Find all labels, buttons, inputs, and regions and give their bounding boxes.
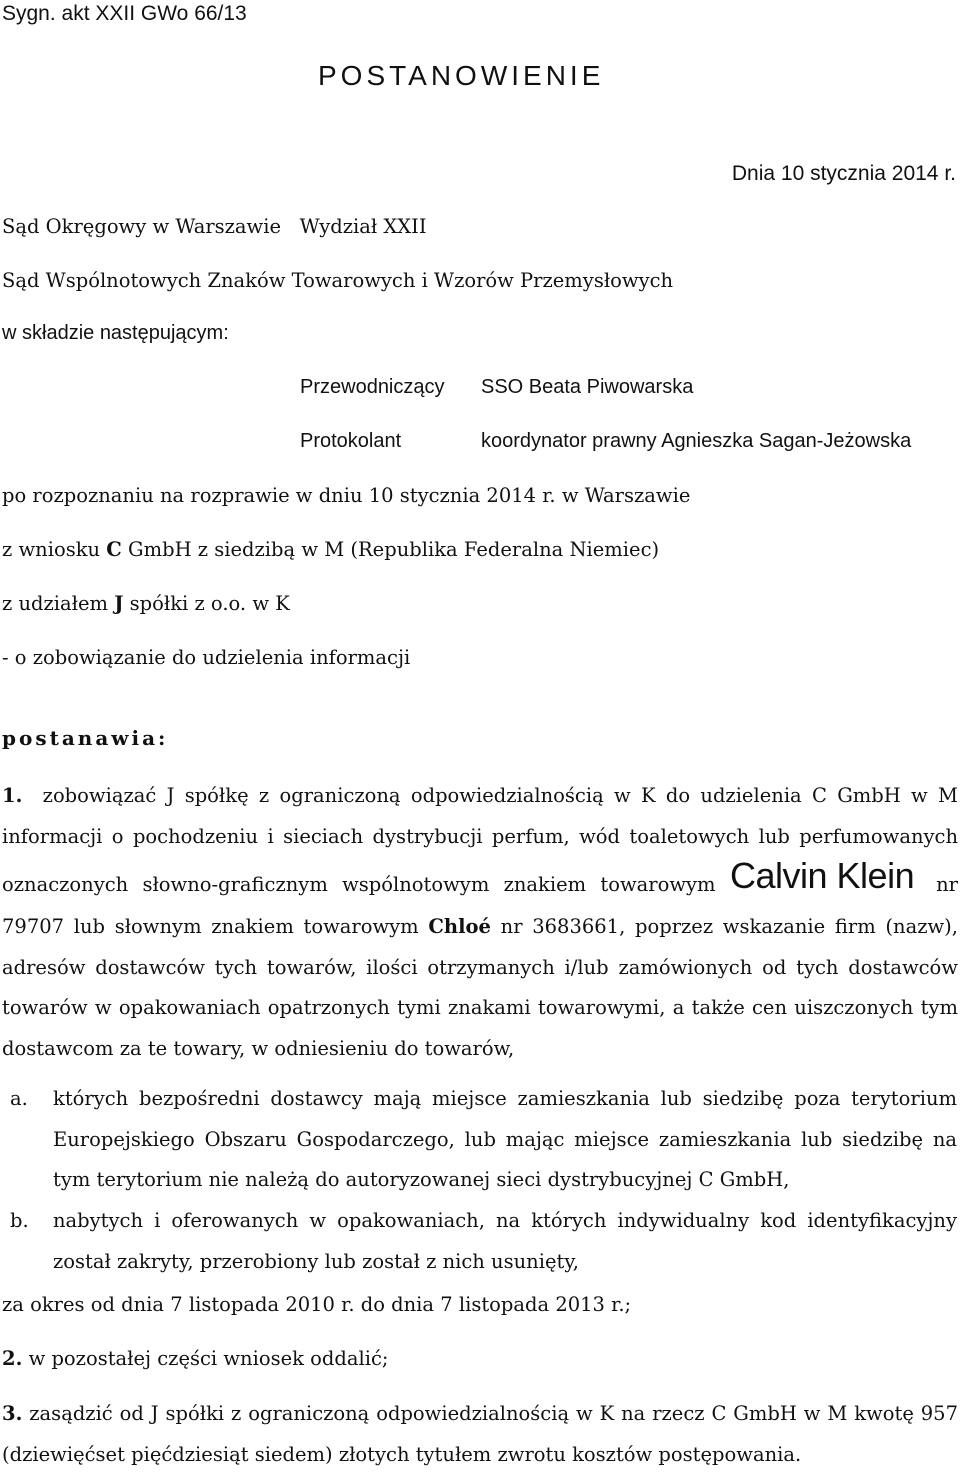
sub-item-a-body (53, 1079, 957, 1201)
applicant-info (2, 538, 659, 561)
person-chair: SSO Beata Piwowarska (481, 376, 693, 399)
sub-item-a-letter: a. (10, 1079, 28, 1120)
applicant-rest: GmbH z siedzibą w M (Republika Federalna Niemiec) (128, 538, 659, 561)
point-1-line-7: dostawcom za te towary, w odniesieniu do towarów, (2, 1029, 958, 1070)
calvin-klein-logo (730, 857, 922, 914)
sub-item-a-line-2: Europejskiego Obszaru Gospodarczego, lub mając miejsce zamieszkania lub siedzibę na (53, 1120, 957, 1161)
sub-item-a (0, 1079, 960, 1204)
calvin-klein-logo-text: Calvin Klein (730, 857, 914, 895)
point-1-line-6: towarów w opakowaniach opatrzonych tymi znakami towarowymi, a także cen uiszczonych tym (2, 988, 958, 1029)
court-name (2, 215, 427, 238)
point-1 (2, 776, 958, 1069)
court-department: Wydział XXII (300, 215, 427, 238)
participant-letter: J (114, 592, 123, 615)
point-3 (2, 1394, 958, 1475)
point-1-line-1 (2, 776, 958, 817)
point-2 (2, 1347, 388, 1370)
point-1-text-1: zobowiązać J spółkę z ograniczoną odpowiedzialnością w K do udzielenia C GmbH w M (43, 784, 958, 807)
point-1-line-4 (2, 907, 958, 948)
sub-item-b-line-2: został zakryty, przerobiony lub został z nich usunięty, (53, 1242, 957, 1283)
point-3-text-1: zasądzić od J spółki z ograniczoną odpowiedzialnością w K na rzecz C GmbH w M kwotę 957 (29, 1402, 958, 1425)
case-signature: Sygn. akt XXII GWo 66/13 (2, 2, 247, 26)
court-division: Sąd Wspólnotowych Znaków Towarowych i Wzorów Przemysłowych (2, 269, 673, 292)
sub-item-a-line-1: których bezpośredni dostawcy mają miejsce zamieszkania lub siedzibę poza terytorium (53, 1079, 957, 1120)
document-title: POSTANOWIENIE (318, 60, 604, 92)
sub-item-b-letter: b. (10, 1201, 29, 1242)
chloe-mark: Chloé (428, 915, 491, 938)
point-3-line-1 (2, 1394, 958, 1435)
composition-intro: w składzie następującym: (2, 322, 229, 345)
sub-item-a-line-3: tym terytorium nie należą do autoryzowanej sieci dystrybucyjnej C GmbH, (53, 1160, 957, 1201)
period: za okres od dnia 7 listopada 2010 r. do dnia 7 listopada 2013 r.; (2, 1293, 631, 1316)
case-subject: - o zobowiązanie do udzielenia informacji (2, 646, 410, 669)
point-1-text-4b: nr 3683661, poprzez wskazanie firm (nazw), (501, 915, 958, 938)
point-1-text-4: 79707 lub słownym znakiem towarowym (2, 915, 419, 938)
participant-rest: spółki z o.o. w K (130, 592, 290, 615)
calvin-klein-logo-image (730, 857, 922, 895)
point-1-line-5: adresów dostawców tych towarów, ilości otrzymanych i/lub zamówionych od tych dostawców (2, 948, 958, 989)
court-name-text: Sąd Okręgowy w Warszawie (2, 215, 281, 238)
hearing-info: po rozpoznaniu na rozprawie w dniu 10 stycznia 2014 r. w Warszawie (2, 484, 690, 507)
point-1-number: 1. (2, 784, 22, 807)
role-chair: Przewodniczący (300, 376, 445, 399)
point-1-line-2: informacji o pochodzeniu i sieciach dystrybucji perfum, wód toaletowych lub perfumowanych (2, 817, 958, 858)
sub-item-b-line-1: nabytych i oferowanych w opakowaniach, na których indywidualny kod identyfikacyjny (53, 1201, 957, 1242)
point-3-number: 3. (2, 1402, 22, 1425)
role-clerk: Protokolant (300, 430, 401, 453)
point-2-number: 2. (2, 1347, 22, 1370)
participant-prefix: z udziałem (2, 592, 108, 615)
participant-info (2, 592, 290, 615)
point-1-nr: nr (936, 873, 958, 896)
person-clerk: koordynator prawny Agnieszka Sagan-Jeżowska (481, 430, 911, 453)
point-3-line-2: (dziewięćset pięćdziesiąt siedem) złotych tytułem zwrotu kosztów postępowania. (2, 1435, 958, 1475)
applicant-letter: C (106, 538, 122, 561)
sub-item-b-body (53, 1201, 957, 1282)
point-1-line-3 (2, 857, 958, 907)
point-1-text-3: oznaczonych słowno-graficznym wspólnotowym znakiem towarowym (2, 873, 716, 896)
point-2-text: w pozostałej części wniosek oddalić; (29, 1347, 389, 1370)
decides-label: postanawia: (2, 726, 168, 750)
document-date: Dnia 10 stycznia 2014 r. (732, 162, 956, 186)
sub-item-b (0, 1201, 960, 1286)
applicant-prefix: z wniosku (2, 538, 100, 561)
